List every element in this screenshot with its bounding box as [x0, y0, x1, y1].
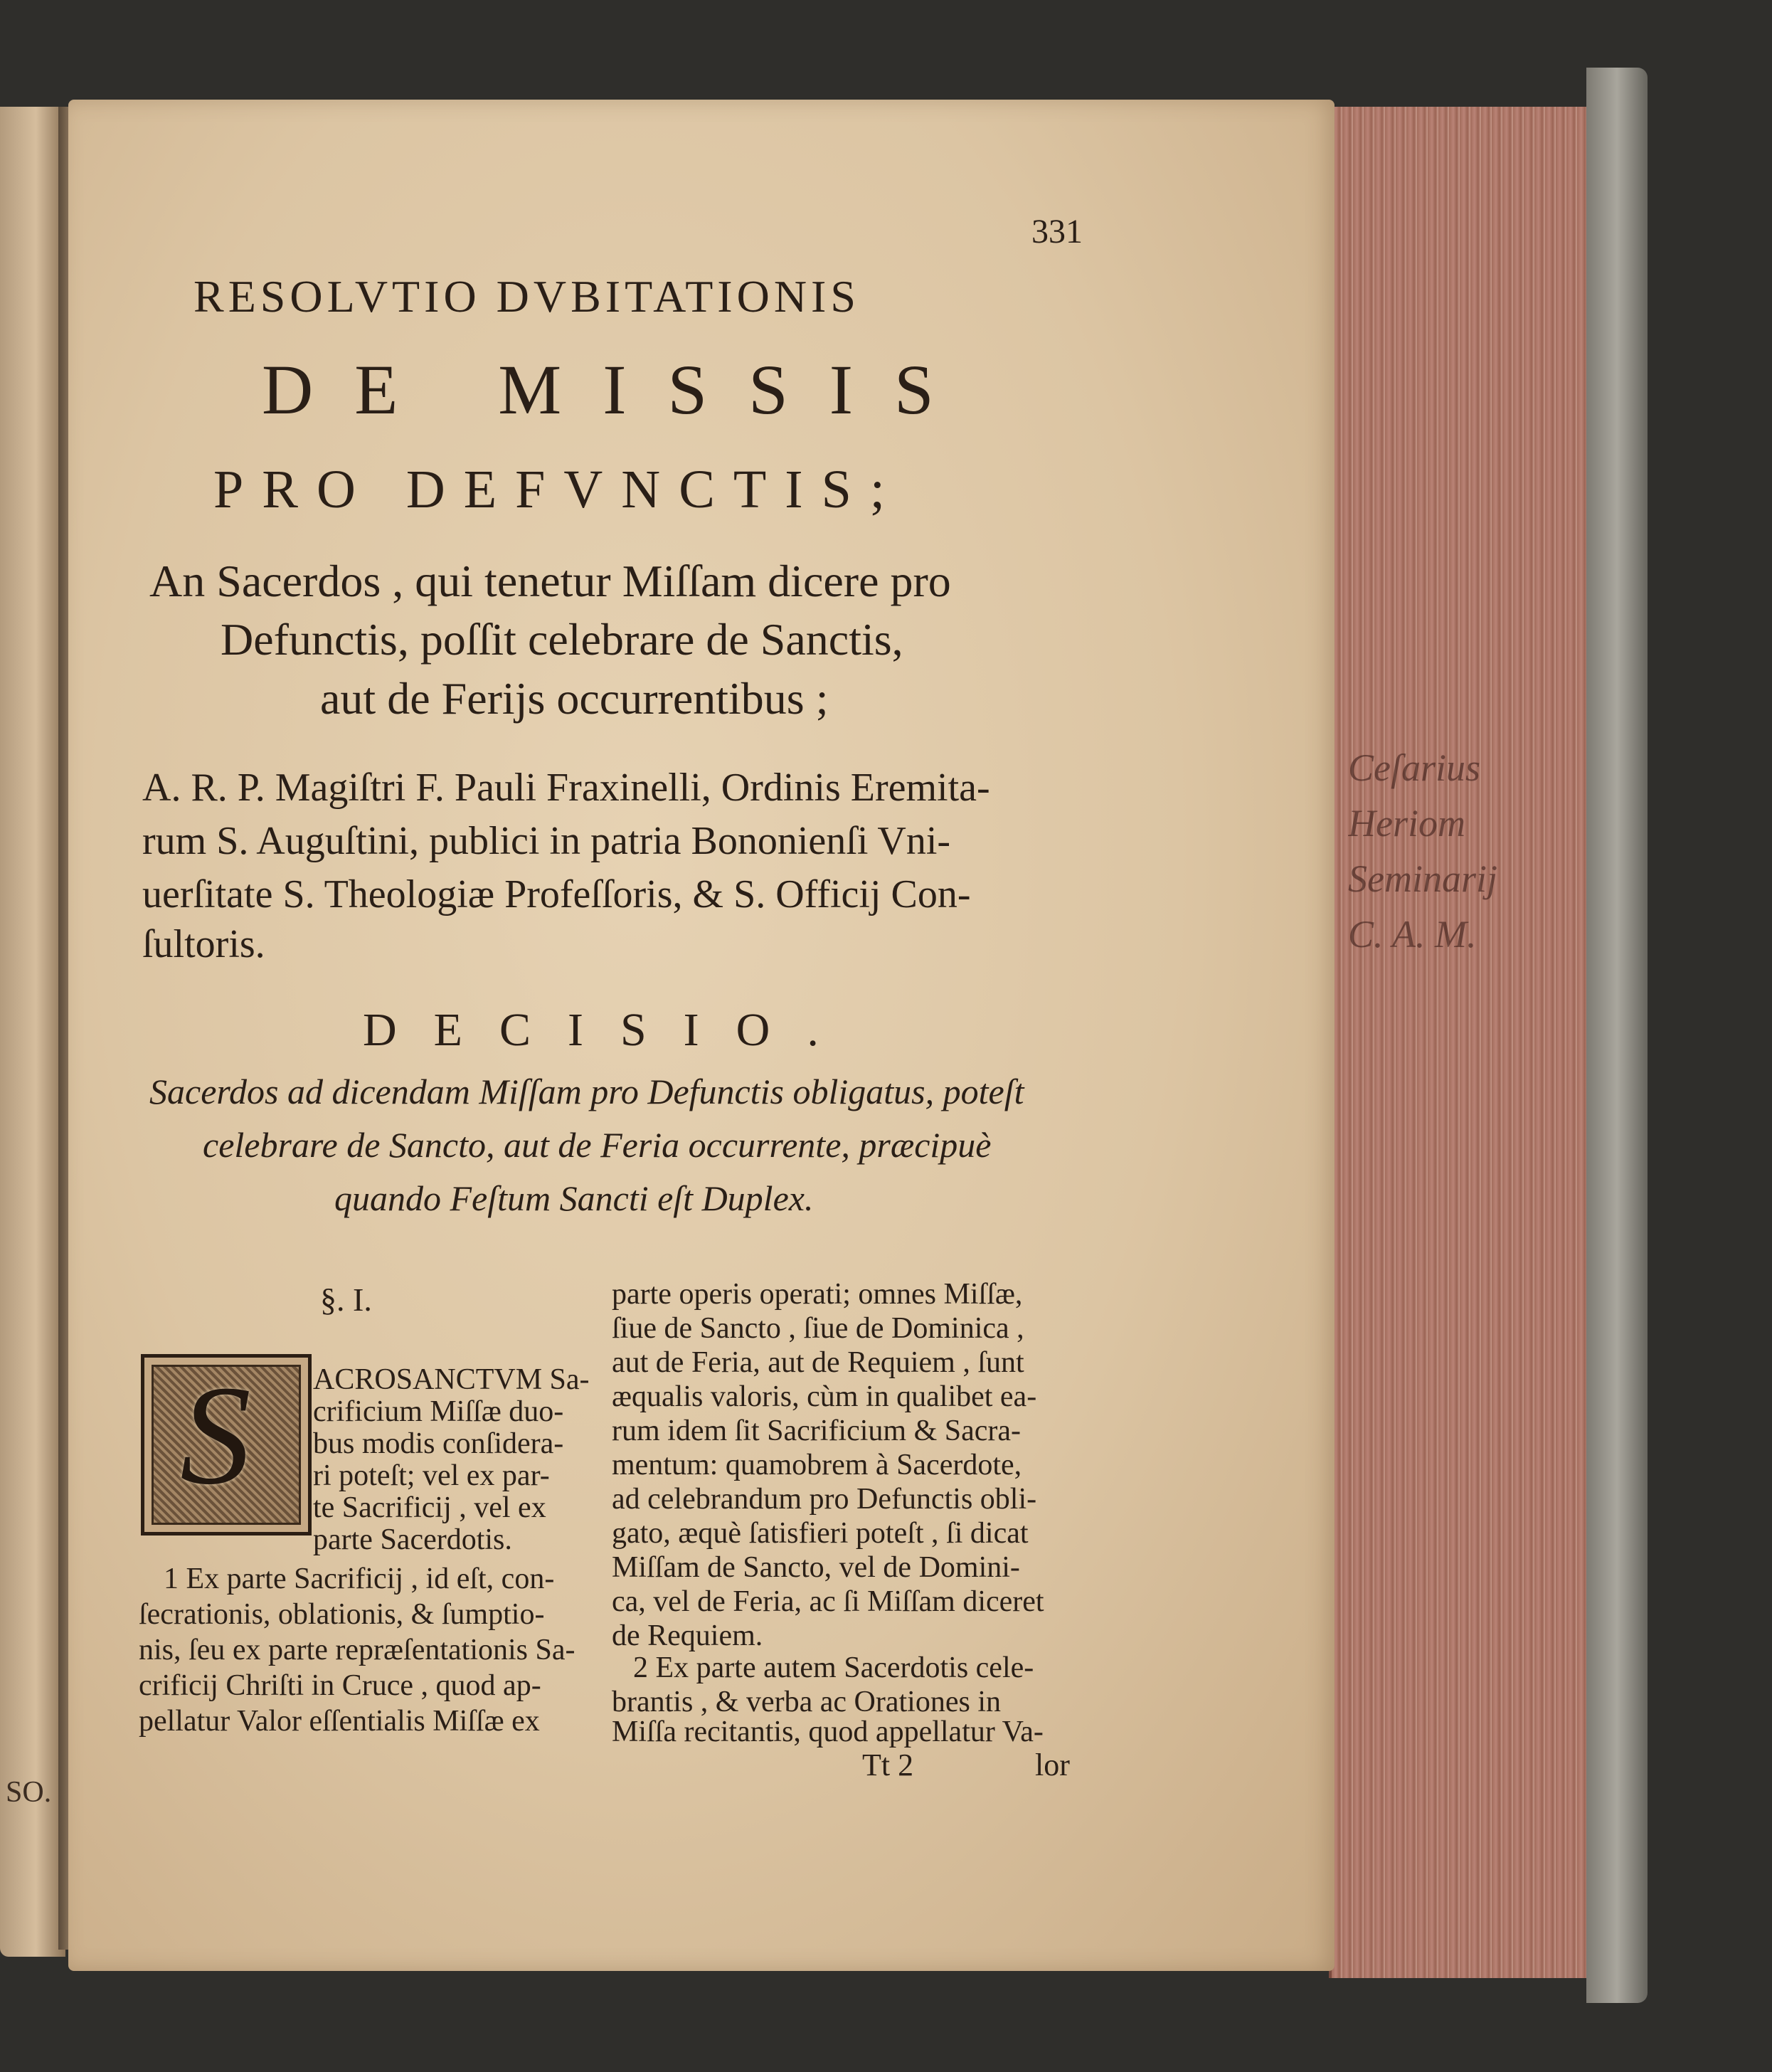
- left-column-line: crificium Miſſæ duo-: [313, 1395, 564, 1428]
- decisio-line: Sacerdos ad dicendam Miſſam pro Defunctis obligatus, poteſt: [149, 1072, 1024, 1111]
- page-block-edge: [1329, 107, 1602, 1978]
- subtitle-line: Defunctis, poſſit celebrare de Sanctis,: [221, 614, 903, 665]
- author-line: rum S. Auguſtini, publici in patria Bononienſi Vni-: [142, 819, 951, 863]
- right-column-line: gato, æquè ſatisfieri poteſt , ſi dicat: [612, 1517, 1029, 1550]
- right-column-line: Miſſam de Sancto, vel de Domini-: [612, 1551, 1020, 1584]
- left-column-line: ſecrationis, oblationis, & ſumptio-: [139, 1598, 545, 1631]
- right-column-line: Miſſa recitantis, quod appellatur Va-: [612, 1716, 1044, 1748]
- right-column-line: rum idem ſit Sacrificium & Sacra-: [612, 1415, 1021, 1447]
- subtitle-line: An Sacerdos , qui tenetur Miſſam dicere pro: [149, 556, 951, 606]
- author-line: A. R. P. Magiſtri F. Pauli Fraxinelli, Ordinis Eremita-: [142, 766, 990, 810]
- title-line-3: PRO DEFVNCTIS;: [213, 460, 903, 519]
- signature-mark: Tt 2: [862, 1748, 914, 1782]
- right-column-line: ca, vel de Feria, ac ſi Miſſam diceret: [612, 1585, 1044, 1618]
- left-column-line: pellatur Valor eſſentialis Miſſæ ex: [139, 1705, 540, 1738]
- left-column-line: bus modis conſidera-: [313, 1427, 564, 1460]
- left-column-line: nis, ſeu ex parte repræſentationis Sa-: [139, 1634, 575, 1666]
- right-column-line: brantis , & verba ac Orationes in: [612, 1686, 1001, 1718]
- subtitle-line: aut de Ferijs occurrentibus ;: [320, 673, 829, 724]
- decisio-line: quando Feſtum Sancti eſt Duplex.: [334, 1178, 814, 1218]
- catchword: lor: [1035, 1748, 1070, 1782]
- right-column-line: 2 Ex parte autem Sacerdotis cele-: [633, 1651, 1034, 1684]
- right-column-line: aut de Feria, aut de Requiem , ſunt: [612, 1346, 1024, 1379]
- page-number: 331: [1031, 213, 1083, 250]
- right-column-line: parte operis operati; omnes Miſſæ,: [612, 1278, 1023, 1311]
- left-column-line: ri poteſt; vel ex par-: [313, 1459, 550, 1492]
- left-column-line: te Sacrificij , vel ex: [313, 1491, 546, 1524]
- right-column-line: æqualis valoris, cùm in qualibet ea-: [612, 1380, 1037, 1413]
- decorated-initial: [141, 1354, 312, 1536]
- section-mark: §. I.: [320, 1281, 372, 1318]
- initial-letter: S: [180, 1357, 251, 1514]
- left-column-line: crificij Chriſti in Cruce , quod ap-: [139, 1669, 541, 1702]
- title-line-1: RESOLVTIO DVBITATIONIS: [193, 271, 860, 322]
- book-cover-edge: [1586, 68, 1648, 2003]
- left-column-line: 1 Ex parte Sacrificij , id eſt, con-: [164, 1563, 555, 1595]
- left-column-line: parte Sacerdotis.: [313, 1523, 512, 1556]
- title-line-2: DE MISSIS: [262, 350, 975, 429]
- decisio-heading: DECISIO.: [363, 1004, 856, 1056]
- right-column-line: ſiue de Sancto , ſiue de Dominica ,: [612, 1312, 1024, 1345]
- ownership-stamp: Ceſarius Heriom Seminarij C. A. M.: [1348, 746, 1497, 956]
- facing-left-page: [0, 107, 65, 1957]
- left-column-line: ACROSANCTVM Sa-: [313, 1363, 590, 1396]
- right-column-line: ad celebrandum pro Defunctis obli-: [612, 1483, 1037, 1516]
- decisio-line: celebrare de Sancto, aut de Feria occurrente, præcipuè: [203, 1125, 992, 1165]
- author-line: uerſitate S. Theologiæ Profeſſoris, & S. Officij Con-: [142, 872, 971, 916]
- right-column-line: de Requiem.: [612, 1619, 763, 1652]
- left-page-fragment: SO.: [6, 1776, 52, 1809]
- author-line: ſultoris.: [142, 922, 265, 966]
- right-column-line: mentum: quamobrem à Sacerdote,: [612, 1449, 1022, 1481]
